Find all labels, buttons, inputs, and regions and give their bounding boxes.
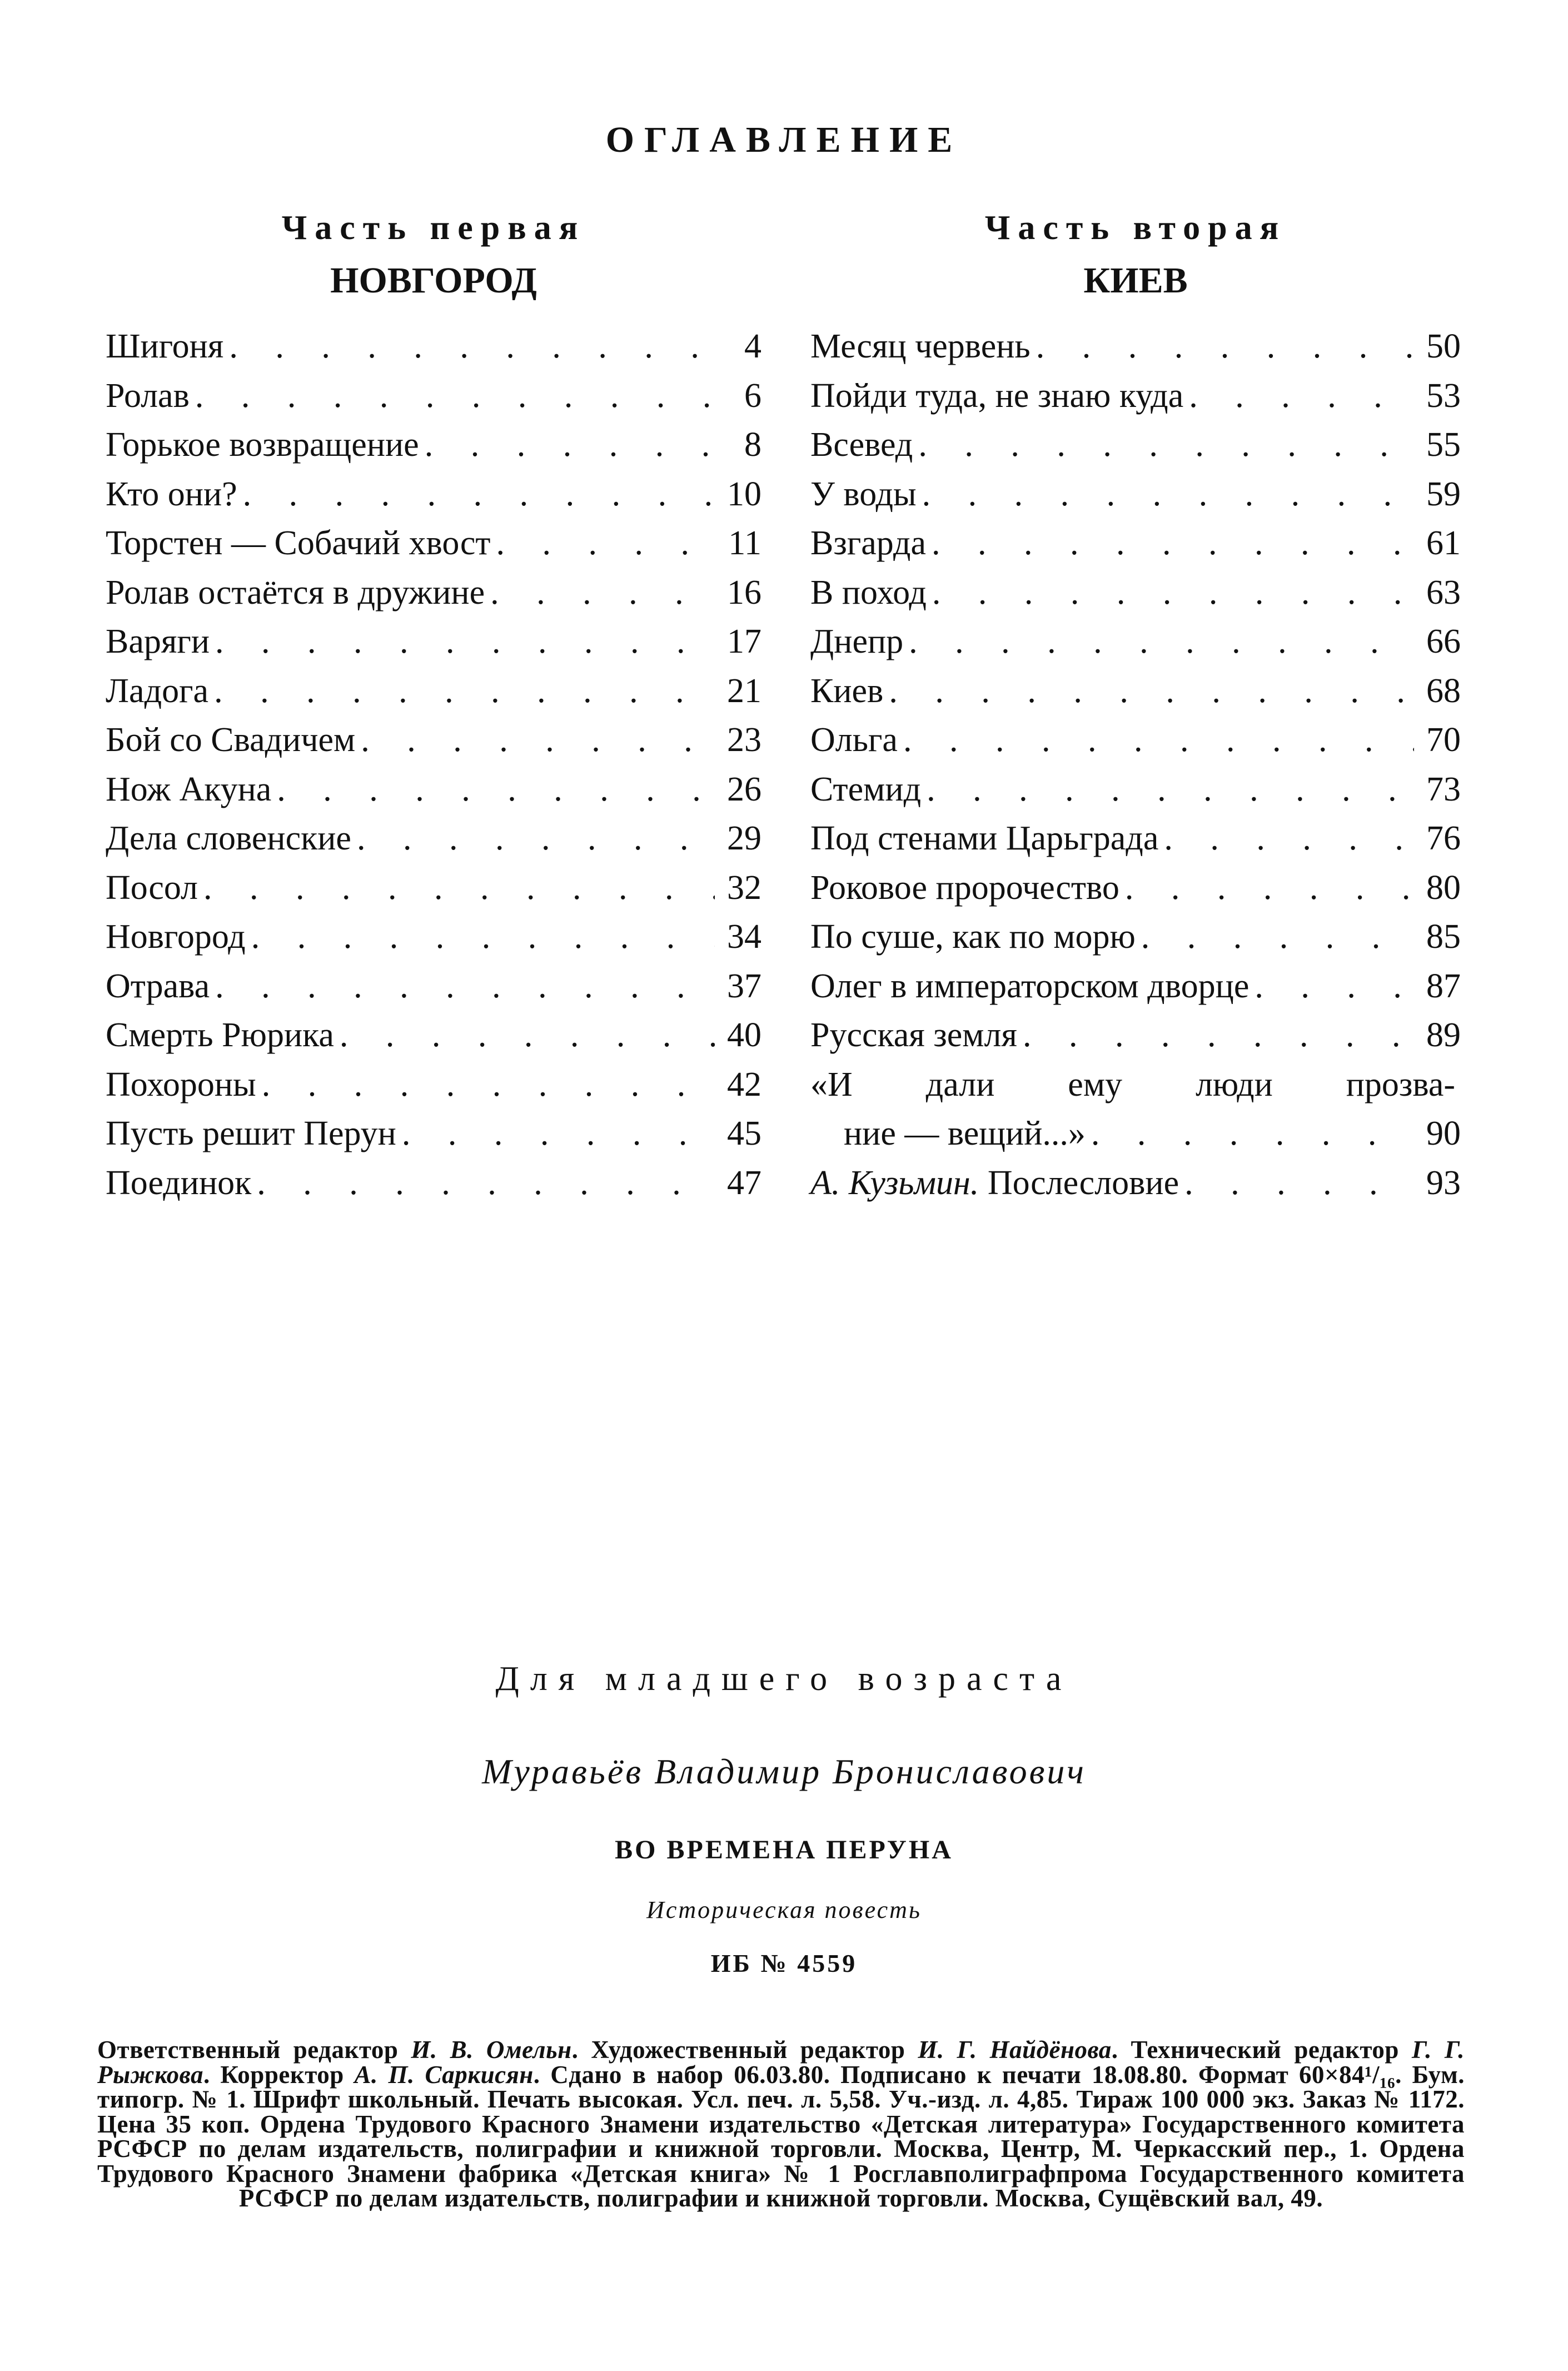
colophon-text: . Корректор: [203, 2060, 355, 2089]
toc-entry-page: 29: [727, 819, 761, 857]
toc-entry: [810, 420, 1461, 470]
toc-entry-title: Ладога: [106, 672, 209, 710]
toc-leader-dots: [1255, 962, 1414, 1011]
toc-entry: [810, 371, 1461, 421]
toc-entry-page: 61: [1426, 524, 1461, 562]
toc-entry: [106, 1011, 761, 1060]
toc-entry-page: 59: [1426, 475, 1461, 513]
toc-entry-page: 45: [727, 1115, 761, 1152]
toc-entry: [106, 1109, 761, 1159]
toc-entry-page: 66: [1426, 623, 1461, 660]
colophon-tech-editor: Г. Г. Рыжкова: [97, 2036, 1465, 2089]
toc-leader-dots: [195, 371, 715, 421]
toc-leader-dots: [932, 568, 1414, 618]
author-name: Муравьёв Владимир Брониславович: [482, 1752, 1086, 1791]
toc-entry: [106, 617, 761, 667]
toc-leader-dots: [496, 519, 715, 568]
toc-leader-dots: [903, 715, 1414, 765]
toc-entry-page: 73: [1426, 770, 1461, 808]
toc-entry-title: Дела словенские: [106, 819, 351, 857]
toc-leader-dots: [357, 814, 715, 863]
toc-entry: [106, 667, 761, 716]
toc-leader-dots: [909, 617, 1414, 667]
toc-part-one: [106, 203, 761, 1207]
toc-entry: [106, 863, 761, 913]
page-title: ОГЛАВЛЕНИЕ: [605, 120, 963, 161]
toc-entry: [810, 863, 1461, 913]
part-one-name: НОВГОРОД: [330, 260, 537, 301]
toc-leader-dots: [262, 1060, 715, 1110]
toc-entry-title: Нож Акуна: [106, 770, 272, 808]
colophon-text: Ответственный редактор: [97, 2036, 411, 2064]
toc-leader-dots: [918, 420, 1414, 470]
book-title: ВО ВРЕМЕНА ПЕРУНА: [615, 1835, 953, 1865]
toc-entry: [810, 912, 1461, 962]
toc-leader-dots: [402, 1109, 715, 1159]
toc-entry-page: 89: [1426, 1016, 1461, 1054]
toc-entry: [810, 1060, 1461, 1110]
toc-leader-dots: [214, 667, 715, 716]
toc-leader-dots: [1184, 1159, 1414, 1208]
toc-leader-dots: [361, 715, 715, 765]
toc-entry-title: Отрава: [106, 967, 210, 1005]
toc-entry-page: 93: [1426, 1164, 1461, 1202]
toc-list-part-two-tail: [810, 1060, 1461, 1208]
toc-entry-title: Ольга: [810, 721, 898, 759]
toc-entry-page: 23: [727, 721, 761, 759]
toc-entry-page: 32: [727, 868, 761, 907]
toc-leader-dots: [490, 568, 715, 618]
toc-entry: [810, 715, 1461, 765]
toc-entry: [810, 568, 1461, 618]
toc-entry-title: Шигоня: [106, 327, 224, 365]
toc-entry-page: 76: [1426, 819, 1461, 857]
toc-entry: [810, 1109, 1461, 1159]
toc-entry-page: 40: [727, 1016, 761, 1054]
toc-entry-page: 26: [727, 770, 761, 808]
toc-entry-page: 10: [727, 475, 761, 513]
toc-entry-page: 55: [1426, 426, 1461, 464]
toc-entry-title: ние — вещий...»: [844, 1115, 1086, 1152]
toc-entry-title: По суше, как по морю: [810, 918, 1136, 956]
toc-entry: [106, 420, 761, 470]
toc-leader-dots: [340, 1011, 715, 1060]
toc-entry-page: 6: [744, 376, 761, 415]
toc-entry-title: Горькое возвращение: [106, 426, 419, 464]
ib-number: ИБ № 4559: [710, 1949, 858, 1977]
toc-entry-page: 37: [727, 967, 761, 1005]
toc-entry-title: Пойди туда, не знаю куда: [810, 376, 1184, 415]
toc-entry: [106, 912, 761, 962]
toc-entry: [810, 322, 1461, 371]
toc-entry: [106, 814, 761, 863]
part-two-name: КИЕВ: [1083, 260, 1188, 301]
toc-entry: [106, 765, 761, 814]
toc-leader-dots: [1141, 912, 1414, 962]
toc-entry-page: 70: [1426, 721, 1461, 759]
toc-leader-dots: [932, 519, 1414, 568]
toc-leader-dots: [251, 912, 715, 962]
book-genre: Историческая повесть: [646, 1896, 922, 1923]
toc-entry-page: 4: [744, 327, 761, 365]
colophon-text: . Технический редактор: [1111, 2036, 1412, 2064]
toc-entry-title: Олег в императорском дворце: [810, 967, 1250, 1005]
toc-entry-title: В поход: [810, 573, 927, 612]
toc-entry-title: Стемид: [810, 770, 922, 808]
toc-entry-title: Месяц червень: [810, 327, 1031, 365]
toc-entry-page: 87: [1426, 967, 1461, 1005]
toc-entry: [106, 715, 761, 765]
toc-entry-title: Посол: [106, 868, 198, 907]
colophon: [97, 2037, 1465, 2211]
toc-leader-dots: [1023, 1011, 1414, 1060]
toc-leader-dots: [425, 420, 715, 470]
toc-list-part-one: [106, 322, 761, 1207]
toc-entry-title: Взгарда: [810, 524, 927, 562]
toc-entry-page: 21: [727, 672, 761, 710]
afterword-author: А. Кузьмин.: [810, 1164, 979, 1202]
toc-entry-title: Бой со Свадичем: [106, 721, 356, 759]
toc-leader-dots: [927, 765, 1414, 814]
toc-entry-title: Всевед: [810, 426, 913, 464]
toc-entry-title: Ролав остаётся в дружине: [106, 573, 485, 612]
toc-entry: [106, 371, 761, 421]
toc-entry-page: 53: [1426, 376, 1461, 415]
toc-leader-dots: [1125, 863, 1414, 913]
toc-entry-title: Новгород: [106, 918, 246, 956]
toc-leader-dots: [257, 1159, 715, 1208]
toc-entry: [810, 617, 1461, 667]
toc-entry-title: Киев: [810, 672, 884, 710]
toc-entry: [810, 1011, 1461, 1060]
toc-entry-title: Торстен — Собачий хвост: [106, 524, 491, 562]
toc-entry-title: Смерть Рюрика: [106, 1016, 334, 1054]
toc-entry-page: 8: [744, 426, 761, 464]
toc-leader-dots: [1164, 814, 1414, 863]
toc-entry-page: 42: [727, 1065, 761, 1104]
toc-entry-title: Русская земля: [810, 1016, 1017, 1054]
toc-entry: [106, 568, 761, 618]
toc-entry-title: Под стенами Царьграда: [810, 819, 1159, 857]
audience-note: Для младшего возраста: [495, 1660, 1073, 1698]
toc-entry-page: 17: [727, 623, 761, 660]
toc-entry-title: Днепр: [810, 623, 904, 660]
toc-leader-dots: [277, 765, 715, 814]
toc-leader-dots: [889, 667, 1414, 716]
toc-entry-title: Пусть решит Перун: [106, 1115, 396, 1152]
toc-entry: [810, 765, 1461, 814]
toc-entry: [810, 667, 1461, 716]
part-one-label: Часть первая: [281, 209, 586, 247]
toc-entry-title: Ролав: [106, 376, 190, 415]
toc-entry-page: 68: [1426, 672, 1461, 710]
toc-leader-dots: [1091, 1109, 1414, 1159]
toc-entry-title: Кто они?: [106, 475, 237, 513]
toc-entry-page: 90: [1426, 1115, 1461, 1152]
toc-entry: [810, 470, 1461, 519]
toc-entry: [106, 519, 761, 568]
toc-entry-page: 34: [727, 918, 761, 956]
toc-entry-title: Похороны: [106, 1065, 256, 1104]
toc-entry-afterword: [810, 1159, 1461, 1208]
toc-entry-title: [810, 1159, 1184, 1208]
toc-entry: [106, 1159, 761, 1208]
toc-leader-dots: [229, 322, 715, 371]
toc-entry-title: Роковое пророчество: [810, 868, 1119, 907]
toc-entry-page: 47: [727, 1164, 761, 1202]
toc-entry-page: 16: [727, 573, 761, 612]
toc-entry: [106, 962, 761, 1011]
colophon-art-editor: И. Г. Найдёнова: [918, 2036, 1112, 2064]
toc-entry-title: У воды: [810, 475, 917, 513]
toc-entry-page: 50: [1426, 327, 1461, 365]
toc-entry-title: Поединок: [106, 1164, 252, 1202]
toc-entry: [106, 1060, 761, 1110]
toc-entry: [106, 322, 761, 371]
toc-leader-dots: [1189, 371, 1414, 421]
toc-list-part-two: [810, 322, 1461, 1060]
part-two-label: Часть вторая: [984, 209, 1287, 247]
toc-leader-dots: [215, 962, 715, 1011]
toc-leader-dots: [203, 863, 715, 913]
toc-part-two: [810, 203, 1461, 1207]
toc-entry: [810, 814, 1461, 863]
toc-entry: [810, 962, 1461, 1011]
toc-entry-page: 11: [728, 524, 761, 562]
toc-entry: [810, 519, 1461, 568]
toc-leader-dots: [1036, 322, 1414, 371]
afterword-title: Послесловие: [987, 1164, 1179, 1202]
toc-entry-title: Варяги: [106, 623, 210, 660]
colophon-corrector: А. П. Саркисян: [354, 2060, 534, 2089]
toc-leader-dots: [243, 470, 715, 519]
toc-entry-title: «И дали ему люди прозва-: [810, 1065, 1455, 1104]
toc-leader-dots: [215, 617, 715, 667]
toc-entry-page: 63: [1426, 573, 1461, 612]
toc-leader-dots: [922, 470, 1414, 519]
toc-entry-page: 85: [1426, 918, 1461, 956]
colophon-editor: И. В. Омельн: [411, 2036, 572, 2064]
colophon-text: . Художественный редактор: [571, 2036, 918, 2064]
toc-entry-page: 80: [1426, 868, 1461, 907]
colophon-text: . Сдано в набор 06.03.80. Подписано к печати 18.08.80. Формат 60×84¹/₁₆. Бум. типогр. № 1. Шрифт школьный. Печать высокая. Усл. печ. л. 5,58. Уч.-изд. л. 4,85. Тираж 100 000 экз. Заказ № 1172. Цена 35 коп. Ордена Трудового Красного Знамени издательство «Детская литература» Государственного комитета РСФСР по делам издательств, полиграфии и книжной торговли. Москва, Центр, М. Черкасский пер., 1. Ордена Трудового Красного Знамени фабрика «Детская книга» № 1 Росглавполиграфпрома Государственного комитета РСФСР по делам издательств, полиграфии и книжной торговли. Москва, Сущёвский вал, 49.: [97, 2060, 1465, 2212]
toc-entry: [106, 470, 761, 519]
